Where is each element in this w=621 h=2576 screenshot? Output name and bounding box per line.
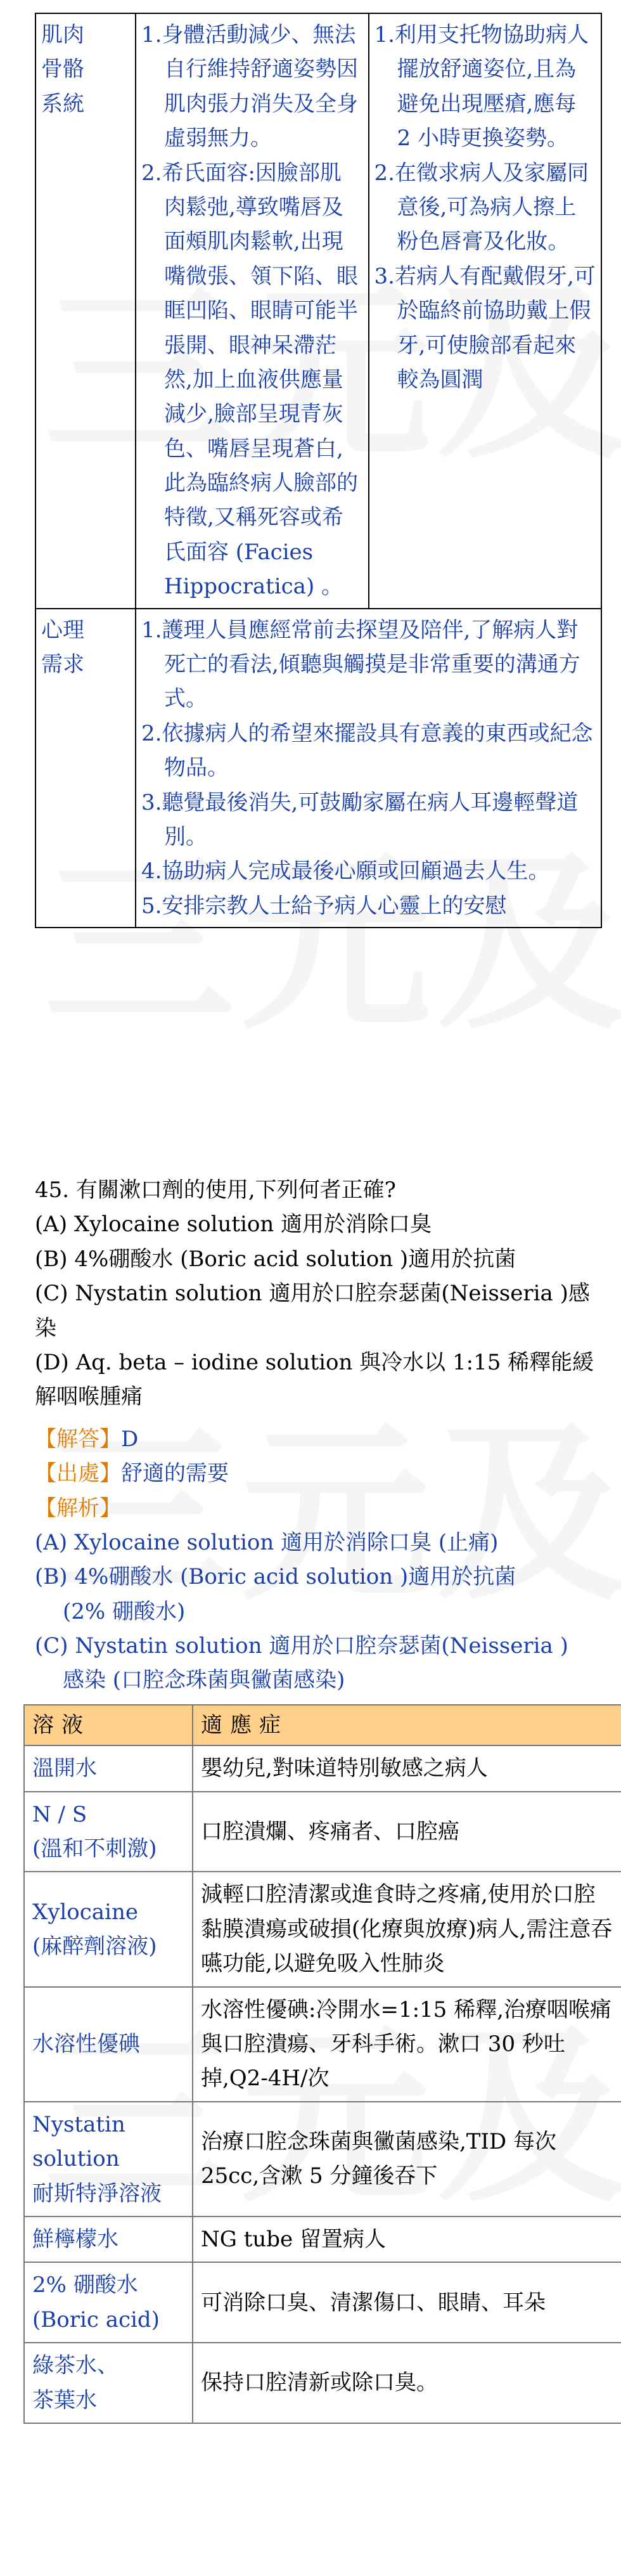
solution-table — [23, 1704, 621, 2424]
list-item: 3.聽覺最後消失,可鼓勵家屬在病人耳邊輕聲道別。 — [141, 789, 579, 850]
solution-indication: 保持口腔清新或除口臭。 — [193, 2343, 621, 2423]
solution-indication: 口腔潰爛、疼痛者、口腔癌 — [193, 1792, 621, 1872]
explain-label: 【解析】 — [35, 1495, 121, 1521]
answer-value: D — [121, 1426, 139, 1452]
solution-name: 2% 硼酸水 (Boric acid) — [24, 2262, 193, 2343]
column-header: 溶液 — [24, 1705, 193, 1745]
table-row — [24, 2102, 621, 2217]
list-item: 2.在徵求病人及家屬同意後,可為病人擦上粉色唇膏及化妝。 — [374, 160, 589, 255]
table-row — [35, 609, 601, 928]
source-line — [35, 1456, 602, 1491]
explain-line: 感染 (口腔念珠菌與黴菌感染) — [63, 1667, 345, 1693]
answer-line — [35, 1422, 602, 1456]
solution-name: 溫開水 — [24, 1745, 193, 1791]
solution-name: Xylocaine (麻醉劑溶液) — [24, 1872, 193, 1986]
solution-name: N / S (溫和不刺激) — [24, 1792, 193, 1872]
list-item: 4.協助病人完成最後心願或回顧過去人生。 — [141, 858, 550, 884]
table-row — [24, 1792, 621, 1872]
question-stem: 45. 有關漱口劑的使用,下列何者正確? — [35, 1177, 396, 1203]
intervention-cell — [136, 609, 601, 928]
solution-indication: 可消除口臭、清潔傷口、眼睛、耳朵 — [193, 2262, 621, 2343]
solution-indication: 減輕口腔清潔或進食時之疼痛,使用於口腔黏膜潰瘍或破損(化療與放療)病人,需注意吞嚥功能,以避免吸入性肺炎 — [193, 1872, 621, 1986]
answer-block — [35, 1422, 602, 1698]
solution-name: 綠茶水、 茶葉水 — [24, 2343, 193, 2423]
table-row — [24, 1872, 621, 1986]
explain-line: (B) 4%硼酸水 (Boric acid solution )適用於抗菌 — [35, 1564, 516, 1590]
explain-line: (A) Xylocaine solution 適用於消除口臭 (止痛) — [35, 1529, 499, 1555]
list-item: 2.希氏面容:因臉部肌肉鬆弛,導致嘴唇及面頰肌肉鬆軟,出現嘴微張、領下陷、眼眶凹陷、眼睛可能半張開、眼神呆滯茫然,加上血液供應量減少,臉部呈現青灰色、嘴唇呈現蒼白,此為臨終病人臉部的特徵,又稱死容或希氏面容 (Facies Hippocratica) 。 — [141, 160, 358, 600]
solution-indication: NG tube 留置病人 — [193, 2217, 621, 2262]
table-row — [24, 2262, 621, 2343]
source-value: 舒適的需要 — [121, 1461, 229, 1487]
question-block — [32, 1173, 613, 2424]
solution-indication: 治療口腔念珠菌與黴菌感染,TID 每次 25cc,含漱 5 分鐘後吞下 — [193, 2102, 621, 2217]
table-row — [24, 2343, 621, 2423]
list-item: 1.身體活動減少、無法自行維持舒適姿勢因肌肉張力消失及全身虛弱無力。 — [141, 22, 358, 152]
list-item: 5.安排宗教人士給予病人心靈上的安慰 — [141, 893, 507, 919]
source-label: 【出處】 — [35, 1461, 121, 1487]
list-item: 3.若病人有配戴假牙,可於臨終前協助戴上假牙,可使臉部看起來較為圓潤 — [374, 263, 596, 392]
table-row — [24, 2217, 621, 2262]
option-a: (A) Xylocaine solution 適用於消除口臭 — [35, 1212, 432, 1238]
list-item: 1.護理人員應經常前去探望及陪伴,了解病人對死亡的看法,傾聽與觸摸是非常重要的溝通方式。 — [141, 617, 580, 712]
table-row — [24, 1745, 621, 1791]
solution-name: Nystatin solution 耐斯特淨溶液 — [24, 2102, 193, 2217]
solution-indication: 水溶性優碘:冷開水=1:15 稀釋,治療咽喉痛與口腔潰瘍、牙科手術。漱口 30 秒吐掉,Q2-4H/次 — [193, 1987, 621, 2102]
solution-name: 鮮檸檬水 — [24, 2217, 193, 2262]
table-header-row — [24, 1705, 621, 1745]
table-row — [24, 1987, 621, 2102]
list-item: 1.利用支托物協助病人擺放舒適姿位,且為避免出現壓瘡,應每 2 小時更換姿勢。 — [374, 22, 589, 152]
column-header: 適應症 — [193, 1705, 621, 1745]
solution-name: 水溶性優碘 — [24, 1987, 193, 2102]
explain-line: (C) Nystatin solution 適用於口腔奈瑟菌(Neisseria ) — [35, 1633, 568, 1659]
list-item: 2.依據病人的希望來擺設具有意義的東西或紀念物品。 — [141, 720, 593, 781]
table-row — [35, 13, 601, 609]
nursing-care-table — [35, 13, 602, 928]
explain-line: (2% 硼酸水) — [63, 1598, 186, 1624]
category-cell: 肌肉 骨骼 系統 — [35, 13, 136, 609]
category-cell: 心理 需求 — [35, 609, 136, 928]
option-d: (D) Aq. beta – iodine solution 與冷水以 1:15 稀釋能緩解咽喉腫痛 — [35, 1349, 594, 1410]
answer-label: 【解答】 — [35, 1426, 121, 1452]
option-c: (C) Nystatin solution 適用於口腔奈瑟菌(Neisseria )感染 — [35, 1281, 590, 1341]
solution-indication: 嬰幼兒,對味道特別敏感之病人 — [193, 1745, 621, 1791]
intervention-cell — [369, 13, 602, 609]
symptom-cell — [136, 13, 369, 609]
option-b: (B) 4%硼酸水 (Boric acid solution )適用於抗菌 — [35, 1246, 516, 1272]
